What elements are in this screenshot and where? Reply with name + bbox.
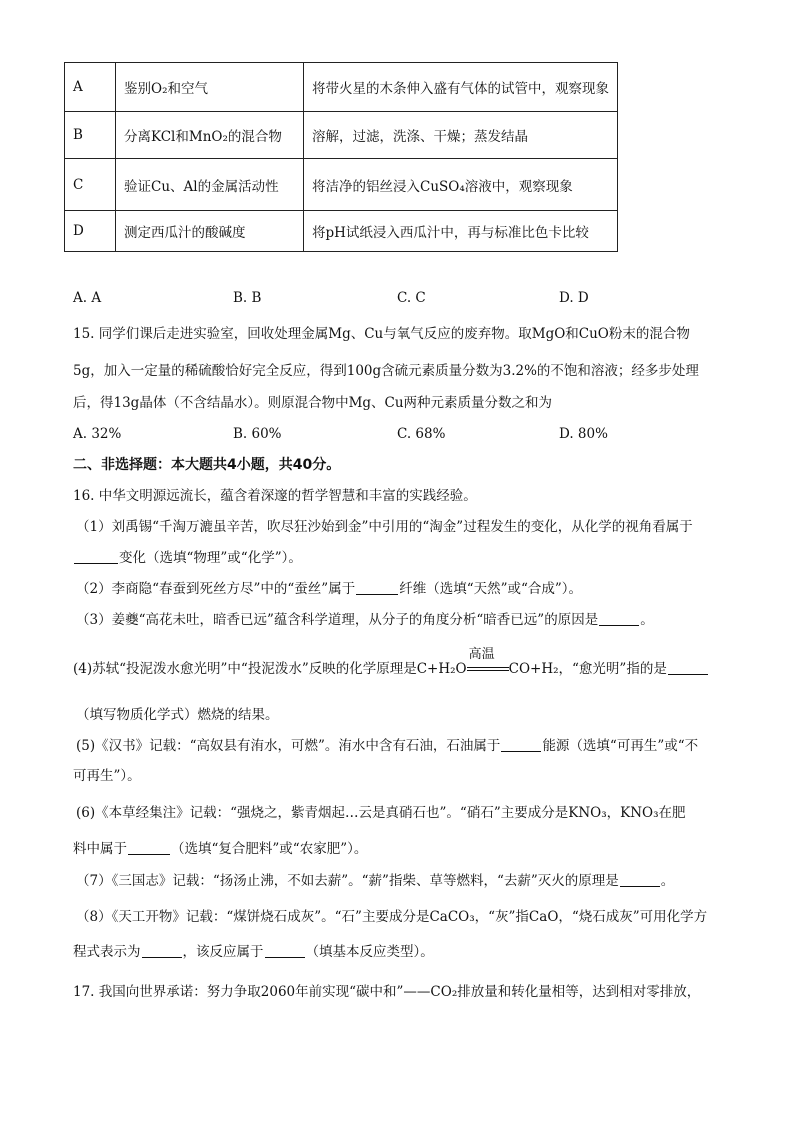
q17-text-line: 17. 我国向世界承诺：努力争取2060年前实现“碳中和”——CO₂排放量和转化量相等，达到相对零排放， bbox=[73, 984, 701, 1000]
q16-intro: 16. 中华文明源远流长，蕴含着深邃的哲学智慧和丰富的实践经验。 bbox=[73, 488, 477, 504]
condition-label: 高温 bbox=[468, 647, 495, 662]
choice-c[interactable]: C. C bbox=[397, 290, 426, 306]
q15-text-line: 后，得13g晶体（不含结晶水）。则原混合物中Mg、Cu两种元素质量分数之和为 bbox=[73, 395, 553, 411]
experiment-purpose: 验证Cu、Al的金属活动性 bbox=[116, 159, 304, 211]
answer-blank[interactable] bbox=[74, 549, 118, 564]
option-label: D bbox=[65, 211, 116, 252]
experiment-method: 溶解，过滤，洗涤、干燥；蒸发结晶 bbox=[304, 112, 618, 159]
answer-blank[interactable] bbox=[668, 660, 708, 675]
q16-part3-text: （3）姜夔“高花未吐，暗香已远”蕴含科学道理，从分子的角度分析“暗香已远”的原因是 bbox=[76, 612, 599, 628]
table-row bbox=[65, 112, 618, 159]
experiment-method: 将洁净的铝丝浸入CuSO₄溶液中，观察现象 bbox=[304, 159, 618, 211]
experiment-purpose: 分离KCl和MnO₂的混合物 bbox=[116, 112, 304, 159]
option-label: C bbox=[65, 159, 116, 211]
q16-part7-tail: 。 bbox=[660, 873, 675, 889]
choice-a[interactable]: A. A bbox=[73, 290, 102, 306]
q16-part4-text-2: CO+H₂，“愈光明”指的是 bbox=[508, 661, 667, 677]
section-heading: 二、非选择题：本大题共4小题，共40分。 bbox=[73, 457, 341, 473]
answer-blank[interactable] bbox=[599, 611, 639, 626]
q16-part1-cont bbox=[73, 548, 302, 568]
q14-choices bbox=[73, 288, 633, 308]
q16-part1-tail: 变化（选填“物理”或“化学”）。 bbox=[119, 550, 302, 566]
choice-c[interactable]: C. 68% bbox=[397, 426, 446, 442]
q16-part7 bbox=[76, 871, 674, 891]
option-label: B bbox=[65, 112, 116, 159]
reaction-condition-high-temp bbox=[467, 647, 509, 679]
q16-part2 bbox=[76, 579, 582, 599]
q16-part8-text: 程式表示为 bbox=[73, 944, 141, 960]
q16-part3-tail: 。 bbox=[640, 612, 654, 628]
q15-text-line: 15. 同学们课后走进实验室，回收处理金属Mg、Cu与氧气反应的废弃物。取MgO和CuO粉末的混合物 bbox=[73, 326, 690, 342]
choice-a[interactable]: A. 32% bbox=[73, 426, 122, 442]
q16-part6-tail: （选填“复合肥料”或“农家肥”）。 bbox=[171, 841, 368, 857]
q16-part4 bbox=[73, 647, 709, 679]
choice-d[interactable]: D. 80% bbox=[559, 426, 608, 442]
q16-part5-cont: 可再生”）。 bbox=[73, 768, 141, 784]
q16-part5 bbox=[76, 736, 698, 756]
q16-part6-text: 料中属于 bbox=[73, 841, 127, 857]
experiment-purpose: 鉴别O₂和空气 bbox=[116, 63, 304, 112]
experiment-method: 将带火星的木条伸入盛有气体的试管中，观察现象 bbox=[304, 63, 618, 112]
q16-part4-cont: （填写物质化学式）燃烧的结果。 bbox=[76, 707, 279, 723]
table-row bbox=[65, 211, 618, 252]
q15-choices bbox=[73, 424, 633, 444]
q16-part8: （8）《天工开物》记载：“煤饼烧石成灰”。“石”主要成分是CaCO₃，“灰”指CaO，“烧石成灰”可用化学方 bbox=[76, 909, 708, 925]
answer-blank[interactable] bbox=[142, 943, 182, 958]
answer-blank[interactable] bbox=[501, 737, 541, 752]
experiment-method: 将pH试纸浸入西瓜汁中，再与标准比色卡比较 bbox=[304, 211, 618, 252]
choice-b[interactable]: B. B bbox=[233, 290, 262, 306]
q16-part4-text: (4)苏轼“投泥泼水愈光明”中“投泥泼水”反映的化学原理是C+H₂O bbox=[73, 661, 467, 677]
q16-part6: (6)《本草经集注》记载：“强烧之，紫青烟起…云是真硝石也”。“硝石”主要成分是KNO₃，KNO₃在肥 bbox=[76, 805, 686, 821]
q16-part8-text-2: ，该反应属于 bbox=[182, 944, 264, 960]
q16-part6-cont bbox=[73, 839, 367, 859]
q16-part2-text: （2）李商隐“春蚕到死丝方尽”中的“蚕丝”属于 bbox=[76, 581, 356, 597]
q16-part8-cont bbox=[73, 942, 434, 962]
q16-part7-text: （7）《三国志》记载：“扬汤止沸，不如去薪”。“薪”指柴、草等燃料，“去薪”灭火的原理是 bbox=[76, 873, 619, 889]
answer-blank[interactable] bbox=[265, 943, 305, 958]
q16-part2-tail: 纤维（选填“天然”或“合成”）。 bbox=[399, 581, 583, 597]
experiment-options-table bbox=[64, 62, 618, 252]
answer-blank[interactable] bbox=[128, 840, 170, 855]
q16-part5-tail: 能源（选填“可再生”或“不 bbox=[542, 738, 699, 754]
table-row bbox=[65, 159, 618, 211]
answer-blank[interactable] bbox=[356, 580, 398, 595]
q16-part5-text: (5)《汉书》记载：“高奴县有洧水，可燃”。洧水中含有石油，石油属于 bbox=[76, 738, 501, 754]
table-row bbox=[65, 63, 618, 112]
answer-blank[interactable] bbox=[620, 872, 660, 887]
q16-part1: （1）刘禹锡“千淘万漉虽辛苦，吹尽狂沙始到金”中引用的“淘金”过程发生的变化，从化学的视角看属于 bbox=[76, 519, 693, 535]
q16-part3 bbox=[76, 610, 654, 630]
q15-text-line: 5g，加入一定量的稀硫酸恰好完全反应，得到100g含硫元素质量分数为3.2%的不饱和溶液；经多步处理 bbox=[73, 363, 699, 379]
q16-part8-tail: （填基本反应类型）。 bbox=[305, 944, 434, 960]
option-label: A bbox=[65, 63, 116, 112]
choice-d[interactable]: D. D bbox=[559, 290, 589, 306]
choice-b[interactable]: B. 60% bbox=[233, 426, 282, 442]
experiment-purpose: 测定西瓜汁的酸碱度 bbox=[116, 211, 304, 252]
